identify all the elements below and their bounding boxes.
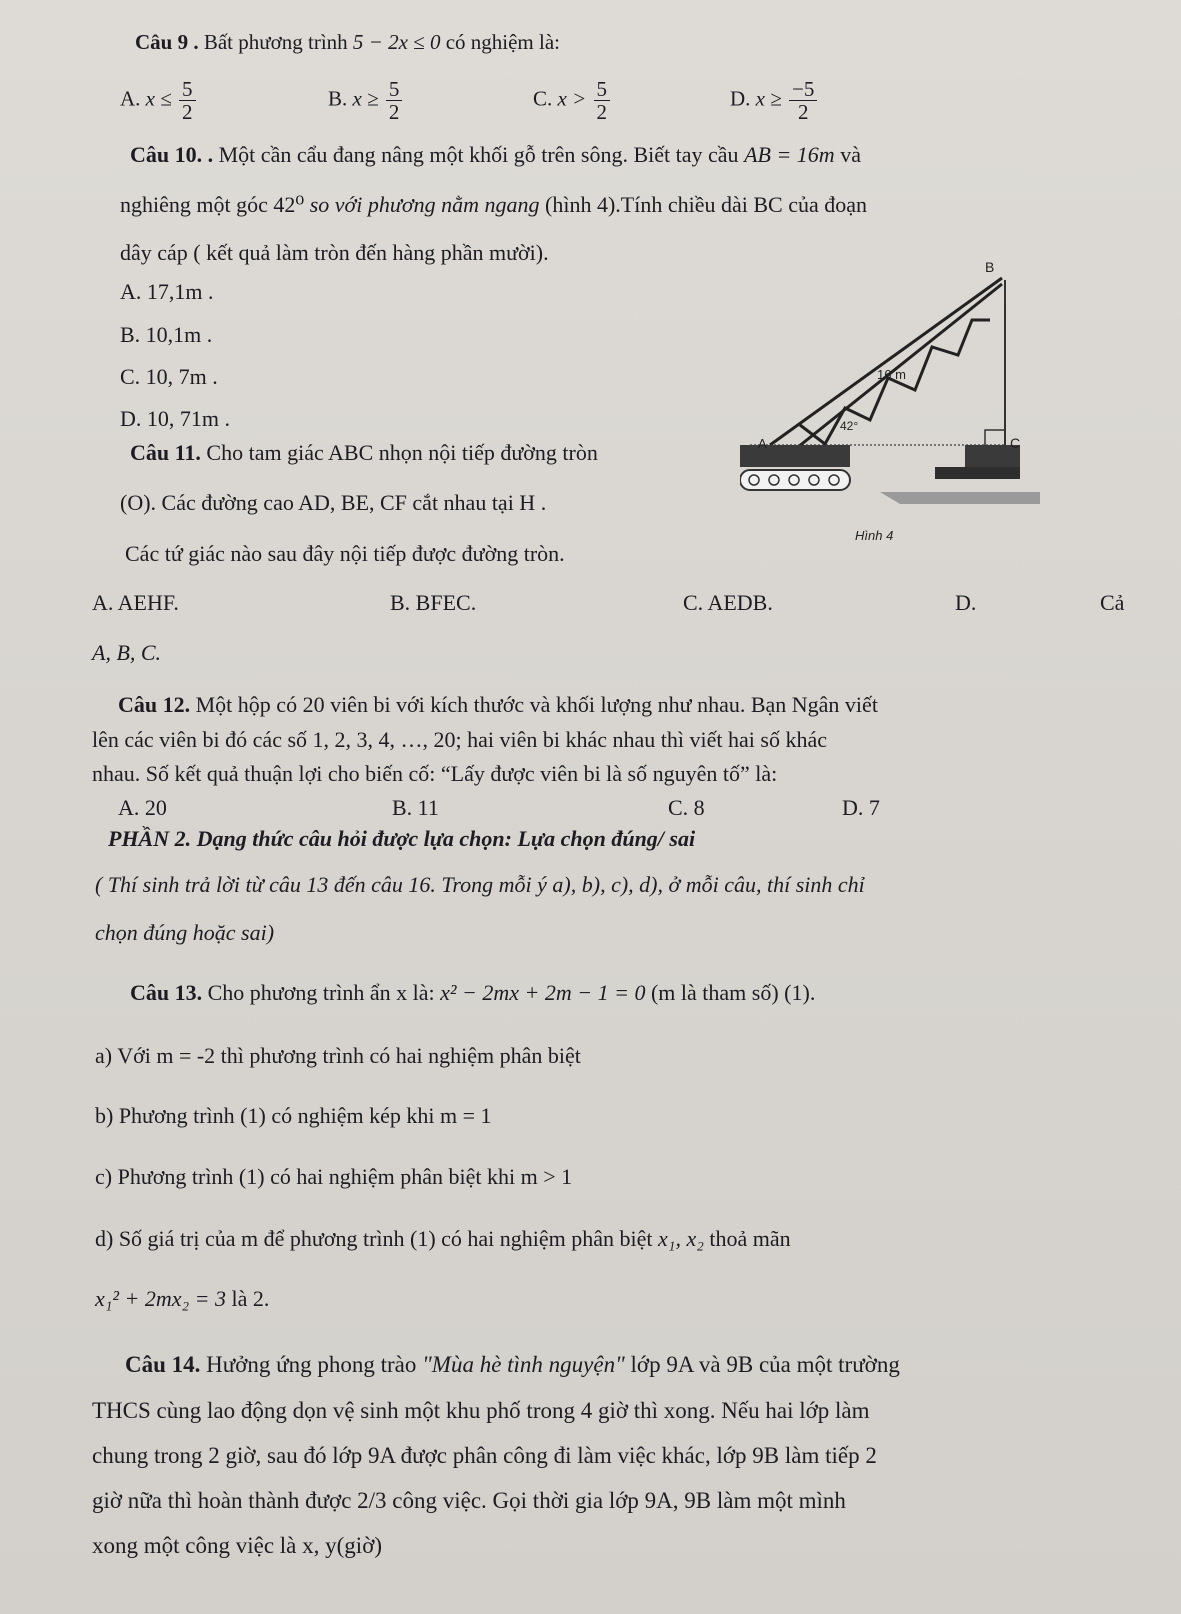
q13-item-d2-tail: là 2. xyxy=(231,1286,270,1311)
q9-option-c-label: C. xyxy=(533,86,553,111)
q13-item-d1-tail: thoả mãn xyxy=(709,1226,791,1251)
q13-item-d2-expr: x₁² + 2mx₂ = 3 xyxy=(95,1286,227,1311)
q11-line3: Các tứ giác nào sau đây nội tiếp được đường tròn. xyxy=(125,541,565,566)
q12-title: Câu 12. xyxy=(118,692,191,717)
q9-option-a-lhs: x ≤ xyxy=(145,86,172,111)
crane-diagram xyxy=(740,250,1080,570)
boom-top-chord xyxy=(770,278,1002,445)
q13-item-c: c) Phương trình (1) có hai nghiệm phân biệt khi m > 1 xyxy=(95,1164,573,1189)
q9-title: Câu 9 . xyxy=(135,30,199,54)
q9-option-a-fraction xyxy=(179,78,196,123)
q10-line1 xyxy=(130,142,861,168)
q9-option-c-fraction xyxy=(594,78,611,123)
q9-option-b-den: 2 xyxy=(388,100,400,125)
q14-line4: giờ nữa thì hoàn thành được 2/3 công việc. Gọi thời gia lớp 9A, 9B làm một mình xyxy=(92,1488,846,1513)
q11-option-d: D. xyxy=(955,590,977,615)
q9-option-c-lhs: x > xyxy=(557,86,587,111)
q10-option-d: D. 10, 71m . xyxy=(120,406,230,431)
boom-lattice xyxy=(800,320,990,444)
q12-line3: nhau. Số kết quả thuận lợi cho biến cố: “Lấy được viên bi là số nguyên tố” là: xyxy=(92,761,778,786)
q13-text: Cho phương trình ẩn x là: xyxy=(207,980,435,1005)
q9-option-a xyxy=(120,78,198,123)
q9-option-d-label: D. xyxy=(730,86,751,111)
q10-line1-tail: và xyxy=(840,142,861,167)
crane-track xyxy=(740,470,850,490)
q14-title: Câu 14. xyxy=(125,1352,201,1377)
q14-line3: chung trong 2 giờ, sau đó lớp 9A được phân công đi làm việc khác, lớp 9B làm tiếp 2 xyxy=(92,1443,877,1468)
q9-option-d-num: −5 xyxy=(789,78,817,101)
part2-heading: PHẦN 2. Dạng thức câu hỏi được lựa chọn: Lựa chọn đúng/ sai xyxy=(108,826,696,851)
q11-option-a: A. AEHF. xyxy=(92,590,179,615)
part2-note2: chọn đúng hoặc sai) xyxy=(95,920,275,945)
q9-option-a-num: 5 xyxy=(179,78,196,101)
ground xyxy=(880,492,1040,504)
q9-option-c xyxy=(533,78,612,123)
q11-option-d-cont: A, B, C. xyxy=(92,640,162,665)
q14-line1 xyxy=(125,1352,900,1378)
q13-item-a: a) Với m = -2 thì phương trình có hai nghiệm phân biệt xyxy=(95,1043,581,1068)
q10-line2-a: nghiêng một góc xyxy=(120,192,268,217)
q10-option-c: C. 10, 7m . xyxy=(120,364,218,389)
q9-option-c-num: 5 xyxy=(594,78,611,101)
label-a: A xyxy=(758,436,767,451)
q10-option-b: B. 10,1m . xyxy=(120,322,213,347)
q9-option-b-label: B. xyxy=(328,86,348,111)
part2-note1: ( Thí sinh trả lời từ câu 13 đến câu 16. Trong mỗi ý a), b), c), d), ở mỗi câu, thí sinh chỉ xyxy=(95,872,865,897)
q11-line2: (O). Các đường cao AD, BE, CF cắt nhau tại H . xyxy=(120,490,547,515)
q11-title: Câu 11. xyxy=(130,440,201,465)
q9-option-d-lhs: x ≥ xyxy=(755,86,782,111)
q10-line2 xyxy=(120,192,867,218)
q10-line1-text: Một cần cẩu đang nâng một khối gỗ trên sông. Biết tay cầu xyxy=(218,142,739,167)
q9-stem xyxy=(135,30,560,55)
q9-option-a-den: 2 xyxy=(182,100,193,125)
q10-line2-c: (hình 4).Tính chiều dài BC của đoạn xyxy=(545,192,867,217)
label-length: 16 m xyxy=(877,367,906,382)
q9-option-c-den: 2 xyxy=(596,100,608,125)
label-angle: 42° xyxy=(840,419,859,433)
q9-option-b xyxy=(328,78,404,123)
ground-block xyxy=(935,467,1020,479)
q13-item-d2 xyxy=(95,1286,269,1312)
q9-option-b-num: 5 xyxy=(386,78,403,101)
q11-option-d-text: Cả xyxy=(1100,590,1125,615)
q9-expr: 5 − 2x ≤ 0 xyxy=(352,30,441,54)
q10-angle: 42⁰ xyxy=(273,192,305,217)
q12-line1-text: Một hộp có 20 viên bi với kích thước và khối lượng như nhau. Bạn Ngân viết xyxy=(195,692,878,717)
q11-option-c: C. AEDB. xyxy=(683,590,773,615)
q10-title: Câu 10. . xyxy=(130,142,214,167)
q9-option-d-fraction xyxy=(789,78,817,123)
q12-line2: lên các viên bi đó các số 1, 2, 3, 4, …, 20; hai viên bi khác nhau thì viết hai số khác xyxy=(92,727,827,752)
crane-body xyxy=(740,445,850,467)
q10-expr: AB = 16m xyxy=(744,142,835,167)
q14-line1-quote: "Mùa hè tình nguyện" xyxy=(422,1352,625,1377)
q13-tail: (m là tham số) (1). xyxy=(650,980,816,1005)
q9-tail: có nghiệm là: xyxy=(445,30,561,54)
right-angle-mark xyxy=(985,430,1005,445)
q9-option-b-lhs: x ≥ xyxy=(352,86,379,111)
q14-line1-b: lớp 9A và 9B của một trường xyxy=(630,1352,900,1377)
q9-option-a-label: A. xyxy=(120,86,141,111)
q14-line5: xong một công việc là x, y(giờ) xyxy=(92,1533,383,1558)
q11-line1 xyxy=(130,440,598,466)
q13-item-d1-vars: x₁, x₂ xyxy=(658,1226,704,1251)
q12-option-a: A. 20 xyxy=(118,795,167,820)
q14-line1-a: Hưởng ứng phong trào xyxy=(206,1352,417,1377)
q13-item-d1 xyxy=(95,1226,791,1252)
q11-option-b: B. BFEC. xyxy=(390,590,477,615)
q13-item-d1-text: d) Số giá trị của m để phương trình (1) có hai nghiệm phân biệt xyxy=(95,1226,653,1251)
q12-line1 xyxy=(118,692,878,718)
q13-title: Câu 13. xyxy=(130,980,203,1005)
q12-option-b: B. 11 xyxy=(392,795,439,820)
crane-figure xyxy=(740,250,1080,570)
q13-item-b: b) Phương trình (1) có nghiệm kép khi m = 1 xyxy=(95,1103,492,1128)
q10-line2-b: so với phương nằm ngang xyxy=(309,192,540,217)
q9-option-d xyxy=(730,78,819,123)
q9-option-b-fraction xyxy=(386,78,403,123)
label-c: C xyxy=(1010,435,1021,451)
q9-option-d-den: 2 xyxy=(797,100,809,125)
q11-line1-text: Cho tam giác ABC nhọn nội tiếp đường tròn xyxy=(206,440,598,465)
q13-equation: x² − 2mx + 2m − 1 = 0 xyxy=(440,980,646,1005)
q14-line2: THCS cùng lao động dọn vệ sinh một khu phố trong 4 giờ thì xong. Nếu hai lớp làm xyxy=(92,1398,870,1423)
q10-line3: dây cáp ( kết quả làm tròn đến hàng phần mười). xyxy=(120,240,549,265)
q12-option-c: C. 8 xyxy=(668,795,705,820)
q13-stem xyxy=(130,980,815,1006)
q9-text: Bất phương trình xyxy=(203,30,348,54)
q12-option-d: D. 7 xyxy=(842,795,880,820)
label-b: B xyxy=(985,259,995,275)
q10-option-a: A. 17,1m . xyxy=(120,279,214,304)
figure-caption: Hình 4 xyxy=(855,528,894,543)
